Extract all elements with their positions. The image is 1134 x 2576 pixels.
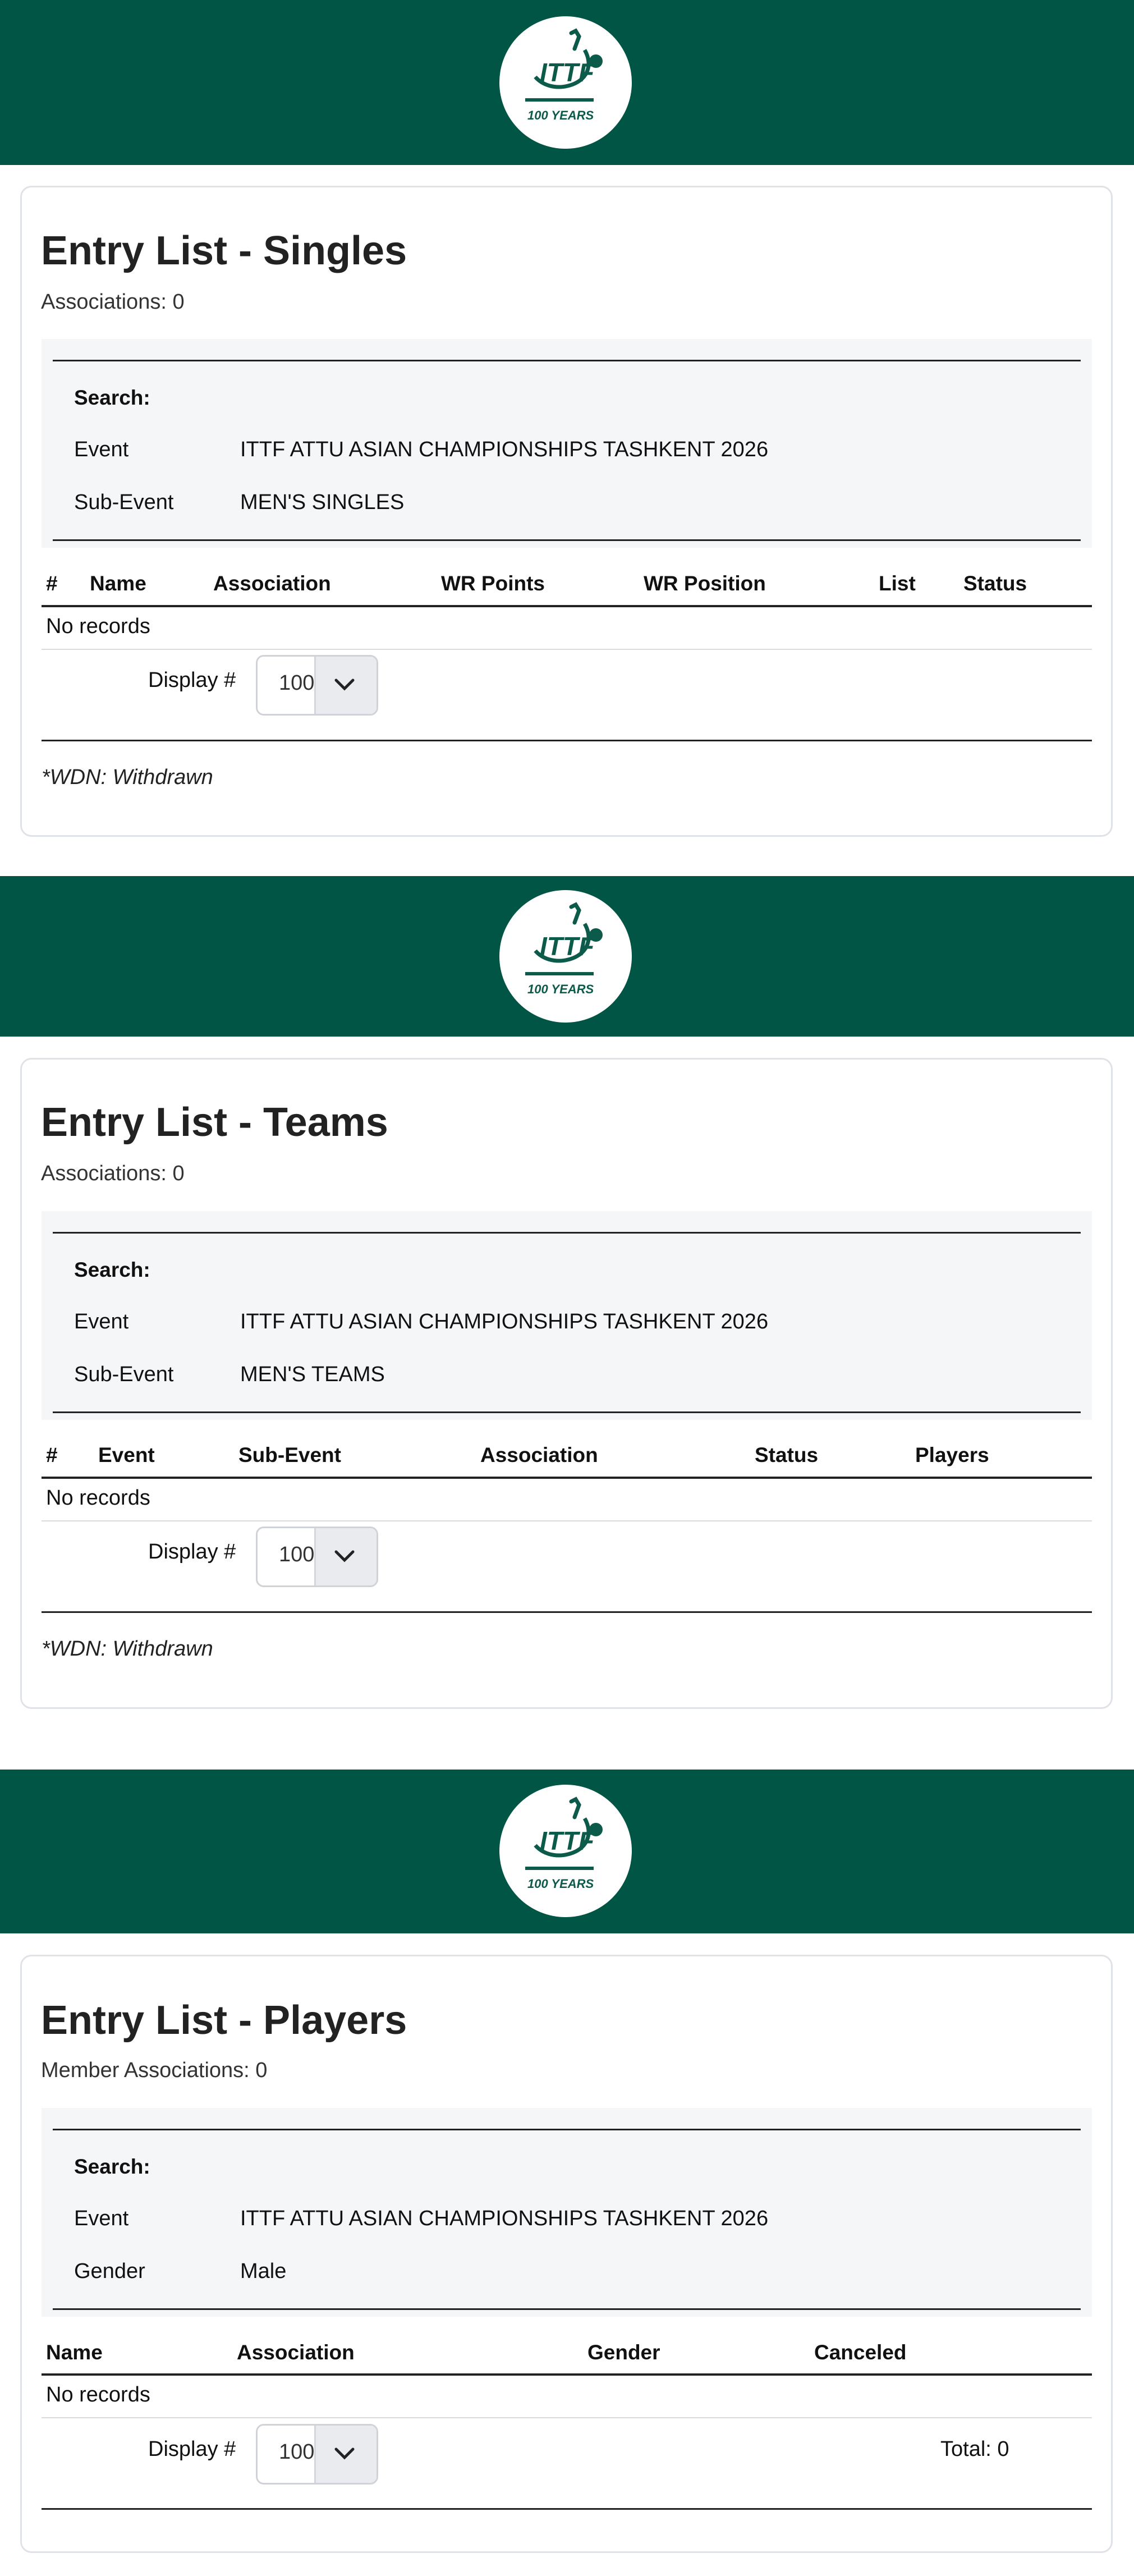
page-title: Entry List - Players [41,1998,407,2043]
event-value: ITTF ATTU ASIAN CHAMPIONSHIPS TASHKENT 2026 [240,2207,769,2230]
divider [53,2129,1081,2130]
column-header-number[interactable]: # [46,572,58,595]
column-header-association[interactable]: Association [213,572,331,595]
sub-event-label: Sub-Event [74,1363,174,1386]
ittf-logo-icon [499,890,632,1023]
column-header-association[interactable]: Association [237,2341,355,2364]
event-value: ITTF ATTU ASIAN CHAMPIONSHIPS TASHKENT 2026 [240,438,769,461]
empty-table-message: No records [46,1486,150,1510]
sub-event-label: Sub-Event [74,491,174,514]
table-row-divider [42,2417,1092,2418]
chevron-down-icon[interactable] [314,657,377,714]
svg-text:100 YEARS: 100 YEARS [527,108,594,122]
column-header-sub-event[interactable]: Sub-Event [238,1443,341,1466]
svg-text:100 YEARS: 100 YEARS [527,982,594,996]
column-header-name[interactable]: Name [90,572,146,595]
table-header-divider [42,605,1092,607]
column-header-players[interactable]: Players [915,1443,989,1466]
associations-count: Associations: 0 [41,1162,185,1185]
divider [53,360,1081,361]
column-header-association[interactable]: Association [480,1443,598,1466]
divider [42,2508,1092,2510]
chevron-down-icon[interactable] [314,2426,377,2483]
search-heading: Search: [74,2155,150,2178]
column-header-wr-position[interactable]: WR Position [644,572,766,595]
column-header-gender[interactable]: Gender [587,2341,660,2364]
header-banner [0,876,1134,1037]
header-banner [0,1770,1134,1933]
event-label: Event [74,1310,129,1333]
display-count-select[interactable] [256,2424,378,2485]
svg-text:100 YEARS: 100 YEARS [527,1877,594,1891]
svg-text:ITTF: ITTF [540,932,595,961]
withdrawn-footnote: *WDN: Withdrawn [42,1637,213,1661]
display-count-select[interactable] [256,655,378,716]
column-header-canceled[interactable]: Canceled [814,2341,907,2364]
page-title: Entry List - Teams [41,1100,388,1145]
ittf-logo-icon [499,1785,632,1917]
column-header-event[interactable]: Event [98,1443,155,1466]
display-count-label: Display # [148,2437,236,2461]
table-row-divider [42,649,1092,650]
gender-label: Gender [74,2259,145,2283]
event-label: Event [74,438,129,461]
search-panel [42,1211,1092,1420]
ittf-logo[interactable] [499,890,632,1023]
table-row-divider [42,1520,1092,1521]
associations-count: Associations: 0 [41,290,185,314]
sub-event-value: MEN'S SINGLES [240,491,405,514]
display-count-value: 100 [279,1543,315,1566]
event-value: ITTF ATTU ASIAN CHAMPIONSHIPS TASHKENT 2026 [240,1310,769,1333]
display-count-select[interactable] [256,1527,378,1587]
divider [53,539,1081,541]
column-header-list[interactable]: List [879,572,916,595]
divider [53,1411,1081,1413]
svg-text:ITTF: ITTF [540,1826,595,1855]
search-heading: Search: [74,386,150,409]
total-count: Total: 0 [940,2437,1009,2461]
search-panel [42,339,1092,548]
ittf-logo[interactable] [499,1785,632,1917]
event-label: Event [74,2207,129,2230]
search-panel [42,2108,1092,2317]
header-banner [0,0,1134,165]
ittf-logo-icon [499,16,632,149]
withdrawn-footnote: *WDN: Withdrawn [42,766,213,789]
search-heading: Search: [74,1258,150,1281]
divider [53,1232,1081,1234]
display-count-value: 100 [279,671,315,695]
sub-event-value: MEN'S TEAMS [240,1363,385,1386]
empty-table-message: No records [46,615,150,638]
divider [42,740,1092,741]
column-header-status[interactable]: Status [755,1443,819,1466]
divider [53,2308,1081,2310]
empty-table-message: No records [46,2383,150,2407]
display-count-label: Display # [148,1540,236,1564]
chevron-down-icon[interactable] [314,1528,377,1585]
gender-value: Male [240,2259,287,2283]
svg-text:ITTF: ITTF [540,58,595,87]
column-header-name[interactable]: Name [46,2341,103,2364]
divider [42,1611,1092,1613]
table-header-divider [42,2373,1092,2376]
column-header-wr-points[interactable]: WR Points [441,572,545,595]
member-associations-count: Member Associations: 0 [41,2059,268,2082]
column-header-status[interactable]: Status [963,572,1027,595]
display-count-value: 100 [279,2440,315,2464]
page-title: Entry List - Singles [41,228,407,273]
column-header-number[interactable]: # [46,1443,58,1466]
table-header-divider [42,1477,1092,1479]
display-count-label: Display # [148,668,236,692]
ittf-logo[interactable] [499,16,632,149]
